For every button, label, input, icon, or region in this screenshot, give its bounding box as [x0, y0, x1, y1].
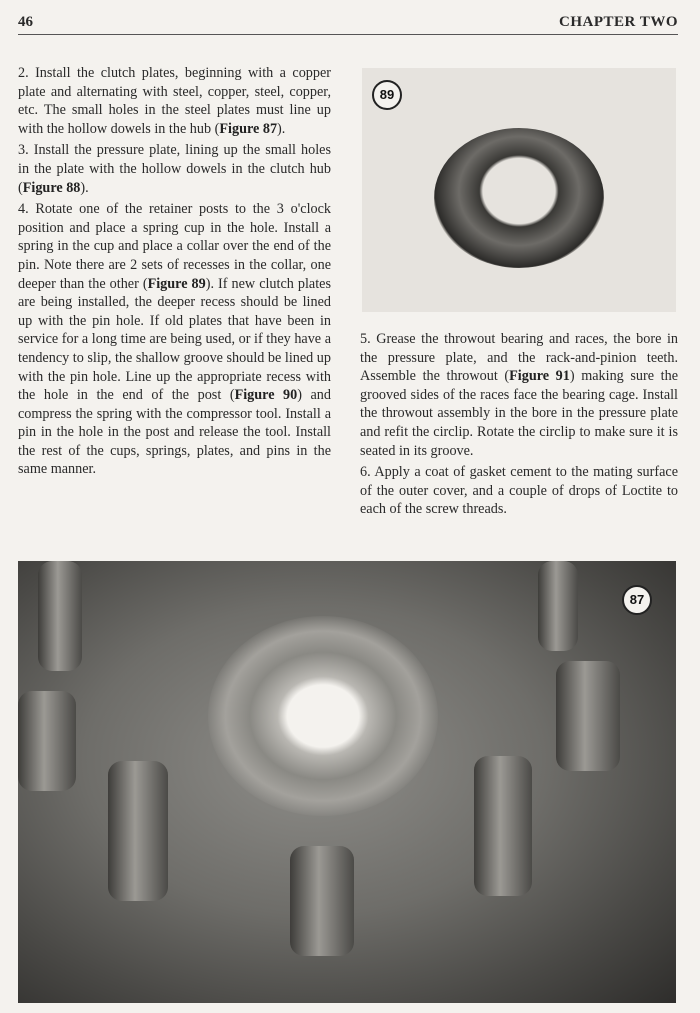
step-5 [360, 330, 678, 460]
step-2 [18, 64, 331, 138]
figure-label: 89 [372, 80, 402, 110]
step-3 [18, 141, 331, 197]
text: ). If new clutch plates are being installed, the deeper recess should be lined up with the pin hole. If old plates that have been in service for a long time are being used, or if they have a tendency to slip, the shallow groove should be lined up with the pin hole. Line up the appropriate recess with the hole in the end of the post ( [18, 275, 331, 404]
text: 6. Apply a coat of gasket cement to the mating surface of the outer cover, and a couple of drops of Loctite to each of the screw threads. [360, 464, 678, 518]
post-image [538, 561, 578, 651]
figure-ref: Figure 87 [219, 120, 278, 137]
text: ). [80, 179, 89, 196]
text: ). [277, 120, 286, 137]
figure-ref: Figure 88 [22, 179, 81, 196]
figure-ref: Figure 91 [509, 368, 570, 385]
dowel-image [290, 846, 354, 956]
right-column [360, 330, 678, 522]
post-image [108, 761, 168, 901]
text: 4. Rotate one of the retainer posts to the 3 o'clock position and place a spring cup in the hole. Install a spring in the cup and place a collar over the end of the pin. Note there are 2 sets of recesses in the collar, one deeper than the other ( [18, 201, 331, 292]
clutch-hub-image [208, 616, 438, 816]
collar-image [434, 128, 604, 268]
text: ) making sure the grooved sides of the races face the bearing cage. Install the throwout assembly in the bore in the pressure plate and refit the circlip. Rotate the circlip to make sure it is seated in its groove. [360, 368, 678, 459]
figure-87-photo [18, 561, 676, 1003]
figure-ref: Figure 90 [234, 387, 298, 404]
chapter-title: CHAPTER TWO [559, 14, 678, 30]
step-4 [18, 200, 331, 479]
post-image [474, 756, 532, 896]
text: 3. Install the pressure plate, lining up the small holes in the plate with the hollow dowels in the clutch hub ( [18, 142, 331, 196]
page-header [18, 12, 678, 35]
text: 2. Install the clutch plates, beginning with a copper plate and alternating with steel, copper, steel, copper, etc. The small holes in the steel plates must line up with the hollow dowels in the hub ( [18, 65, 331, 137]
figure-ref: Figure 89 [147, 275, 206, 292]
left-column [18, 64, 331, 482]
post-image [38, 561, 82, 671]
text: ) and compress the spring with the compressor tool. Install a pin in the hole in the post and release the tool. Install the rest of the cups, springs, plates, and pins in the same manner. [18, 387, 331, 478]
step-6 [360, 463, 678, 519]
text: 5. Grease the throwout bearing and races, the bore in the pressure plate, and the rack-and-pinion teeth. Assemble the throwout ( [360, 331, 678, 385]
page-number: 46 [18, 14, 33, 30]
dowel-image [556, 661, 620, 771]
figure-label: 87 [622, 585, 652, 615]
figure-89-photo [362, 68, 676, 312]
dowel-image [18, 691, 76, 791]
